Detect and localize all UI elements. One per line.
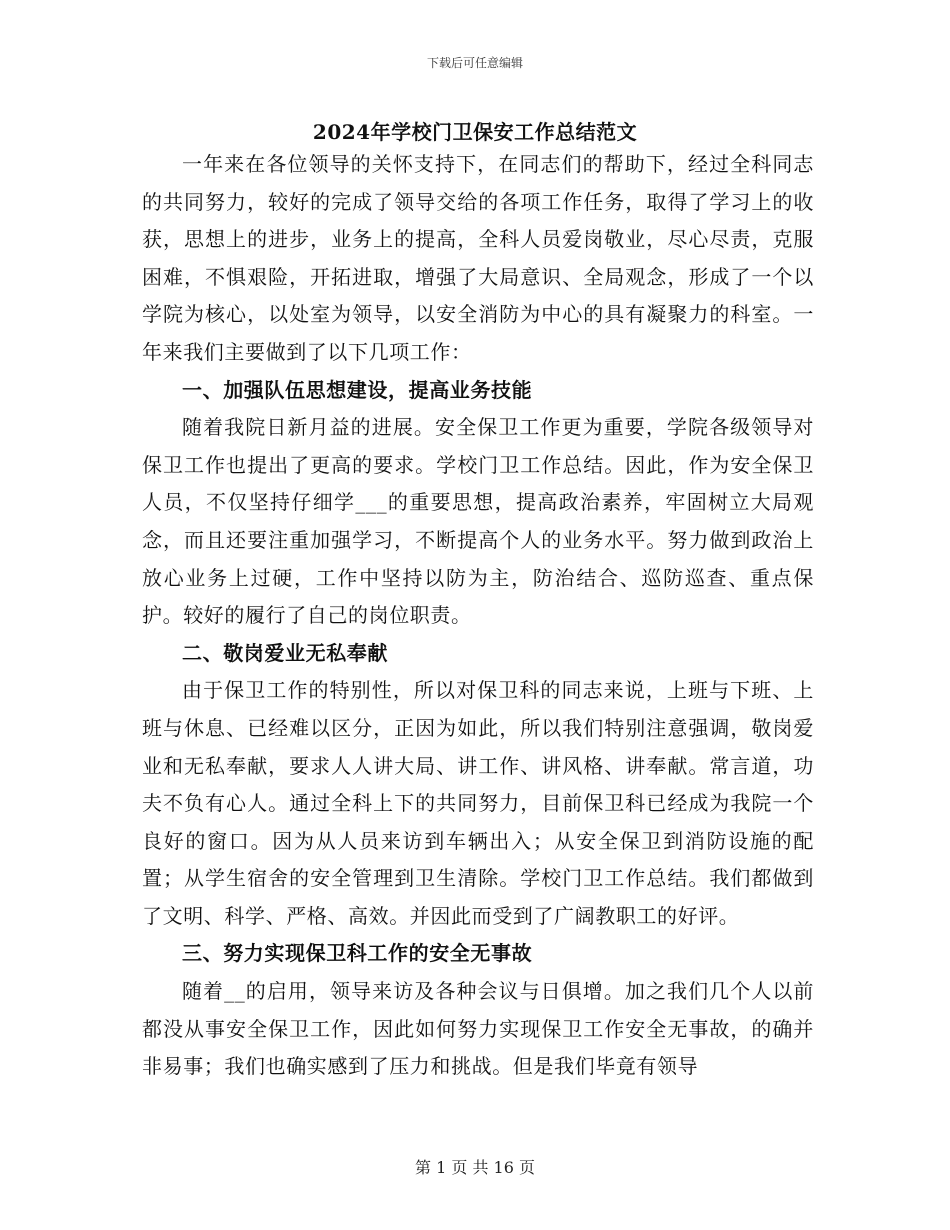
document-title: 2024年学校门卫保安工作总结范文 [312, 120, 638, 144]
page-number-footer: 第 1 页 共 16 页 [415, 1158, 535, 1177]
document-body [142, 146, 814, 1086]
section-heading-3: 三、努力实现保卫科工作的安全无事故 [182, 941, 533, 966]
header-note: 下载后可任意编辑 [426, 56, 523, 70]
section-paragraph-2: 由于保卫工作的特别性，所以对保卫科的同志来说，上班与下班、上班与休息、已经难以区分，正因为如此，所以我们特别注意强调，敬岗爱业和无私奉献，要求人人讲大局、讲工作、讲风格、讲奉献。常言道，功夫不负有心人。通过全科上下的共同努力，目前保卫科已经成为我院一个良好的窗口。因为从人员来访到车辆出入；从安全保卫到消防设施的配置；从学生宿舍的安全管理到卫生清除。学校门卫工作总结。我们都做到了文明、科学、严格、高效。并因此而受到了广阔教职工的好评。 [142, 678, 814, 928]
intro-paragraph: 一年来在各位领导的关怀支持下，在同志们的帮助下，经过全科同志的共同努力，较好的完成了领导交给的各项工作任务，取得了学习上的收获，思想上的进步，业务上的提高，全科人员爱岗敬业，尽心尽责，克服困难，不惧艰险，开拓进取，增强了大局意识、全局观念，形成了一个以学院为核心，以处室为领导，以安全消防为中心的具有凝聚力的科室。一年来我们主要做到了以下几项工作： [142, 152, 814, 364]
section-paragraph-1: 随着我院日新月益的进展。安全保卫工作更为重要，学院各级领导对保卫工作也提出了更高的要求。学校门卫工作总结。因此，作为安全保卫人员，不仅坚持仔细学___的重要思想，提高政治素养，牢固树立大局观念，而且还要注重加强学习，不断提高个人的业务水平。努力做到政治上放心业务上过硬，工作中坚持以防为主，防治结合、巡防巡查、重点保护。较好的履行了自己的岗位职责。 [142, 415, 814, 628]
section-heading-1: 一、加强队伍思想建设，提高业务技能 [182, 377, 533, 402]
section-heading-2: 二、敬岗爱业无私奉献 [182, 640, 388, 665]
section-paragraph-3: 随着__的启用，领导来访及各种会议与日俱增。加之我们几个人以前都没从事安全保卫工作，因此如何努力实现保卫工作安全无事故，的确并非易事；我们也确实感到了压力和挑战。但是我们毕竟有领导 [142, 979, 814, 1079]
